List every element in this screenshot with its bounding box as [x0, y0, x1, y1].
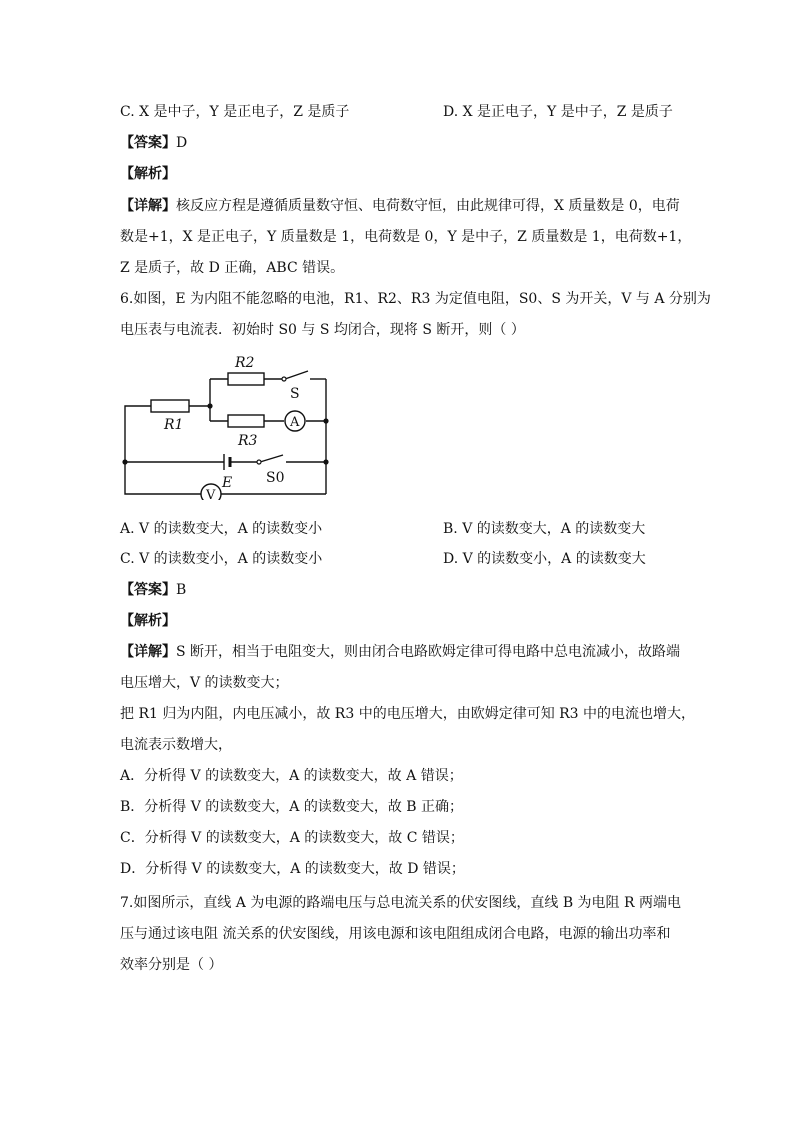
q5-detail-line-1: [120, 196, 680, 216]
resistor-r3: [228, 415, 264, 427]
label-r2: R2: [235, 355, 255, 371]
q6-analysis-c: C．分析得 V 的读数变大，A 的读数变大，故 C 错误；: [120, 830, 464, 846]
q6-detail-line-4: 电流表示数增大，: [120, 737, 232, 753]
detail-label: 【详解】: [120, 644, 176, 660]
label-voltmeter: V: [206, 488, 216, 500]
answer-label: 【答案】: [120, 582, 176, 598]
q6-analysis-heading: 【解析】: [120, 613, 176, 629]
junction-dot: [207, 403, 212, 408]
q7-stem-line-3: 效率分别是（ ）: [120, 957, 223, 973]
circuit-diagram: [118, 348, 338, 500]
q5-detail-line-3: Z 是质子，故 D 正确，ABC 错误。: [120, 260, 345, 276]
q5-option-c: C. X 是中子，Y 是正电子，Z 是质子: [120, 104, 350, 120]
q6-analysis-d: D．分析得 V 的读数变大，A 的读数变大，故 D 错误；: [120, 861, 465, 877]
switch-s0-blade: [260, 455, 283, 462]
q6-answer: [120, 580, 186, 600]
label-r3: R3: [238, 433, 258, 449]
q6-analysis-b: B．分析得 V 的读数变大，A 的读数变大，故 B 正确；: [120, 799, 464, 815]
resistor-r1: [151, 400, 189, 412]
q6-stem-line-1: 6.如图，E 为内阻不能忽略的电池，R1、R2、R3 为定值电阻，S0、S 为开关，V 与 A 分别为: [120, 291, 711, 307]
q6-detail-line-3: 把 R1 归为内阻，内电压减小，故 R3 中的电压增大，由欧姆定律可知 R3 中的电流也增大，: [120, 706, 696, 722]
switch-s-blade: [285, 371, 308, 379]
label-switch-s: S: [290, 386, 300, 402]
q6-option-c: C. V 的读数变小，A 的读数变小: [120, 551, 323, 567]
junction-dot: [323, 459, 328, 464]
q6-stem-line-2: 电压表与电流表．初始时 S0 与 S 均闭合，现将 S 断开，则（ ）: [120, 322, 525, 338]
switch-s0-contact: [257, 460, 261, 464]
q6-detail-line-1: [120, 642, 680, 662]
q6-option-b: B. V 的读数变大，A 的读数变大: [443, 521, 646, 537]
detail-label: 【详解】: [120, 198, 176, 214]
detail-text: S 断开，相当于电阻变大，则由闭合电路欧姆定律可得电路中总电流减小，故路端: [176, 644, 681, 660]
label-switch-s0: S0: [266, 470, 285, 486]
label-ammeter: A: [290, 415, 300, 430]
q7-stem-line-1: 7.如图所示，直线 A 为电源的路端电压与总电流关系的伏安图线，直线 B 为电阻 R 两端电: [120, 895, 681, 911]
q6-analysis-a: A．分析得 V 的读数变大，A 的读数变大，故 A 错误；: [120, 768, 463, 784]
q6-detail-line-2: 电压增大，V 的读数变大；: [120, 675, 289, 691]
q6-option-d: D. V 的读数变小，A 的读数变大: [443, 551, 646, 567]
switch-s-contact: [282, 377, 286, 381]
answer-label: 【答案】: [120, 135, 176, 151]
resistor-r2: [228, 373, 264, 385]
q7-stem-line-2: 压与通过该电阻 流关系的伏安图线，用该电源和该电阻组成闭合电路，电源的输出功率和: [120, 926, 671, 942]
q6-option-a: A. V 的读数变大，A 的读数变小: [120, 521, 323, 537]
junction-dot: [122, 459, 127, 464]
q5-option-d: D. X 是正电子，Y 是中子，Z 是质子: [443, 104, 673, 120]
answer-value: D: [176, 135, 188, 151]
label-battery-e: E: [222, 475, 233, 491]
q5-detail-line-2: 数是+1，X 是正电子，Y 质量数是 1，电荷数是 0，Y 是中子，Z 质量数是 1，电荷数+1，: [120, 229, 692, 245]
q5-answer: [120, 133, 187, 153]
junction-dot: [323, 418, 328, 423]
label-r1: R1: [164, 417, 184, 433]
q5-analysis-heading: 【解析】: [120, 166, 176, 182]
answer-value: B: [176, 582, 187, 598]
detail-text: 核反应方程是遵循质量数守恒、电荷数守恒，由此规律可得，X 质量数是 0，电荷: [176, 198, 680, 214]
